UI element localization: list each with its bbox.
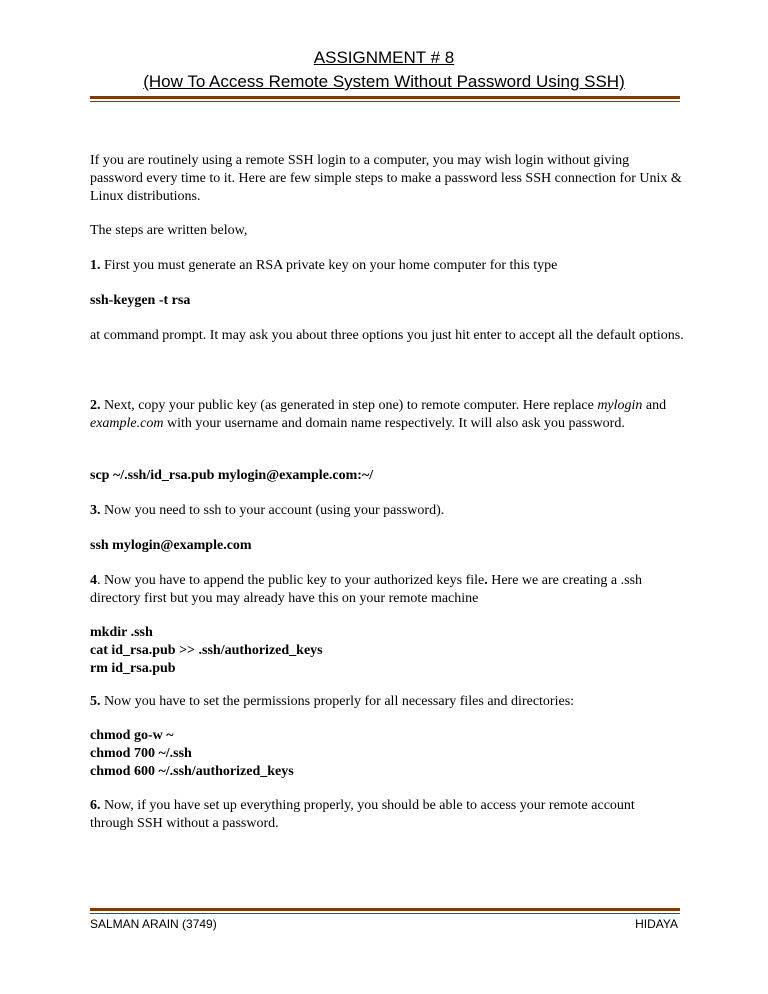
steps-intro: The steps are written below, [90,223,248,238]
footer-institution: HIDAYA [635,917,678,931]
step-number: 4 [90,573,97,588]
step-3 [90,502,690,520]
footer-author: SALMAN ARAIN (3749) [90,917,217,931]
footer-rule-thick [90,908,680,911]
step-5-commands [90,727,690,781]
header-rule-thick [90,96,680,99]
step-4: 4. Now you have to append the public key to your authorized keys file. Here we are creating a .ssh directory first but you may already have this on your remote machine [90,573,643,606]
step-1-followup: at command prompt. It may ask you about three options you just hit enter to accept all the default options. [90,328,684,343]
command-line: chmod 700 ~/.ssh [90,746,192,761]
step-2: 2. Next, copy your public key (as generated in step one) to remote computer. Here replace mylogin and example.com with your username and domain name respectively. It will also ask you password. [90,398,667,431]
step-number: 5. [90,694,101,709]
footer-rule-thin [90,913,680,914]
step-3-command: ssh mylogin@example.com [90,538,252,553]
step-text: First you must generate an RSA private key on your home computer for this type [100,258,558,273]
step-1 [90,257,690,275]
placeholder-domain: example.com [90,416,164,431]
step-6 [90,797,670,833]
step-number: 6. [90,798,101,813]
step-5 [90,693,690,711]
step-2-command: scp ~/.ssh/id_rsa.pub mylogin@example.com:~/ [90,468,374,483]
step-4-commands [90,624,690,678]
step-text: Now you need to ssh to your account (using your password). [100,503,445,518]
command-line: chmod go-w ~ [90,728,174,743]
step-number: 1. [90,258,101,273]
step-text: Now, if you have set up everything properly, you should be able to access your remote account through SSH without a password. [90,798,635,831]
header-rule-thin [90,101,680,102]
step-number: 3. [90,503,101,518]
page-subtitle: (How To Access Remote System Without Password Using SSH) [143,72,625,91]
command-line: rm id_rsa.pub [90,661,176,676]
page-title: ASSIGNMENT # 8 [313,48,455,67]
command-line: chmod 600 ~/.ssh/authorized_keys [90,764,294,779]
intro-paragraph: If you are routinely using a remote SSH login to a computer, you may wish login without giving password every time to it. Here are few simple steps to make a password less SSH connection for Unix & Linux distributions. [90,153,682,204]
step-1-command: ssh-keygen -t rsa [90,293,191,308]
command-line: mkdir .ssh [90,625,153,640]
command-line: cat id_rsa.pub >> .ssh/authorized_keys [90,643,323,658]
step-number: 2. [90,398,101,413]
step-text: Now you have to set the permissions properly for all necessary files and directories: [100,694,575,709]
placeholder-username: mylogin [597,398,643,413]
